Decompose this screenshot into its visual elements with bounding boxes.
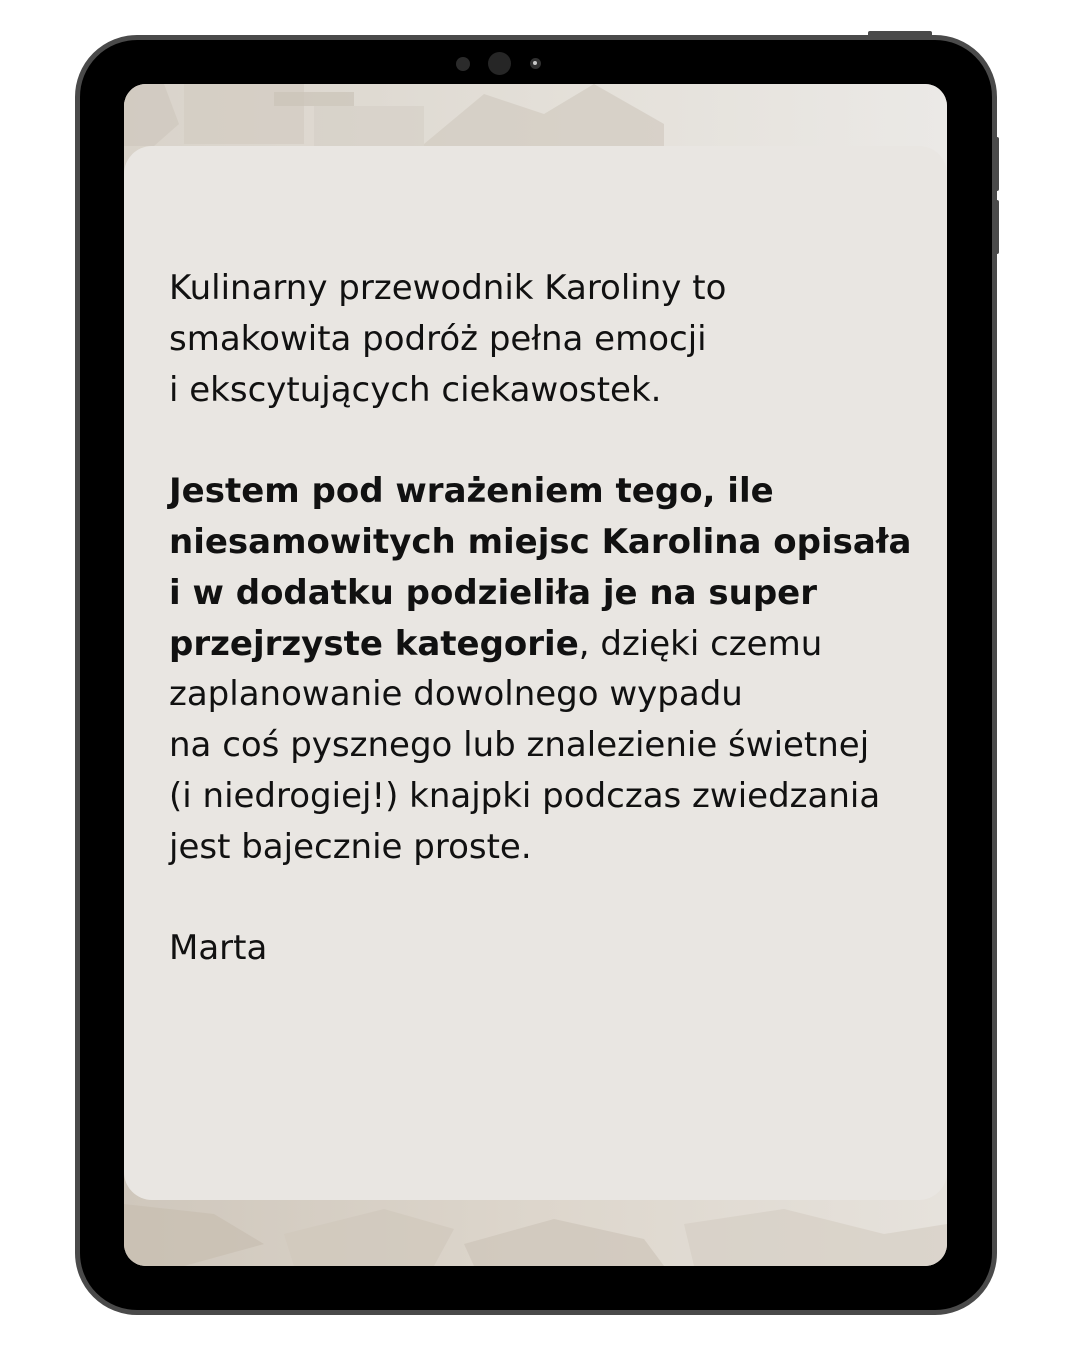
mixed-line	[169, 619, 939, 670]
mixed-line-bold: przejrzyste kategorie	[169, 623, 579, 664]
signature: Marta	[169, 928, 268, 969]
paragraph-gap	[169, 415, 939, 466]
review-body	[169, 466, 939, 872]
body-line: zaplanowanie dowolnego wypadu	[169, 674, 743, 715]
bold-line: Jestem pod wrażeniem tego, ile	[169, 471, 774, 512]
mixed-line-regular: , dzięki czemu	[578, 623, 823, 664]
paragraph-gap	[169, 873, 939, 924]
light-sensor-icon	[530, 58, 541, 69]
sensor-icon	[456, 57, 470, 71]
camera-icon	[488, 52, 511, 75]
intro-line: smakowita podróż pełna emocji	[169, 318, 707, 359]
body-line: (i niedrogiej!) knajpki podczas zwiedzania	[169, 775, 881, 816]
intro-line: i ekscytujących ciekawostek.	[169, 369, 662, 410]
bold-line: niesamowitych miejsc Karolina opisała	[169, 521, 912, 562]
body-line: na coś pysznego lub znalezienie świetnej	[169, 725, 870, 766]
intro-line: Kulinarny przewodnik Karoliny to	[169, 268, 727, 308]
review-text	[169, 263, 939, 974]
body-line: jest bajecznie proste.	[169, 826, 532, 867]
tablet-screen	[124, 84, 947, 1266]
review-intro	[169, 263, 939, 415]
bold-line: i w dodatku podzieliła je na super	[169, 572, 818, 613]
